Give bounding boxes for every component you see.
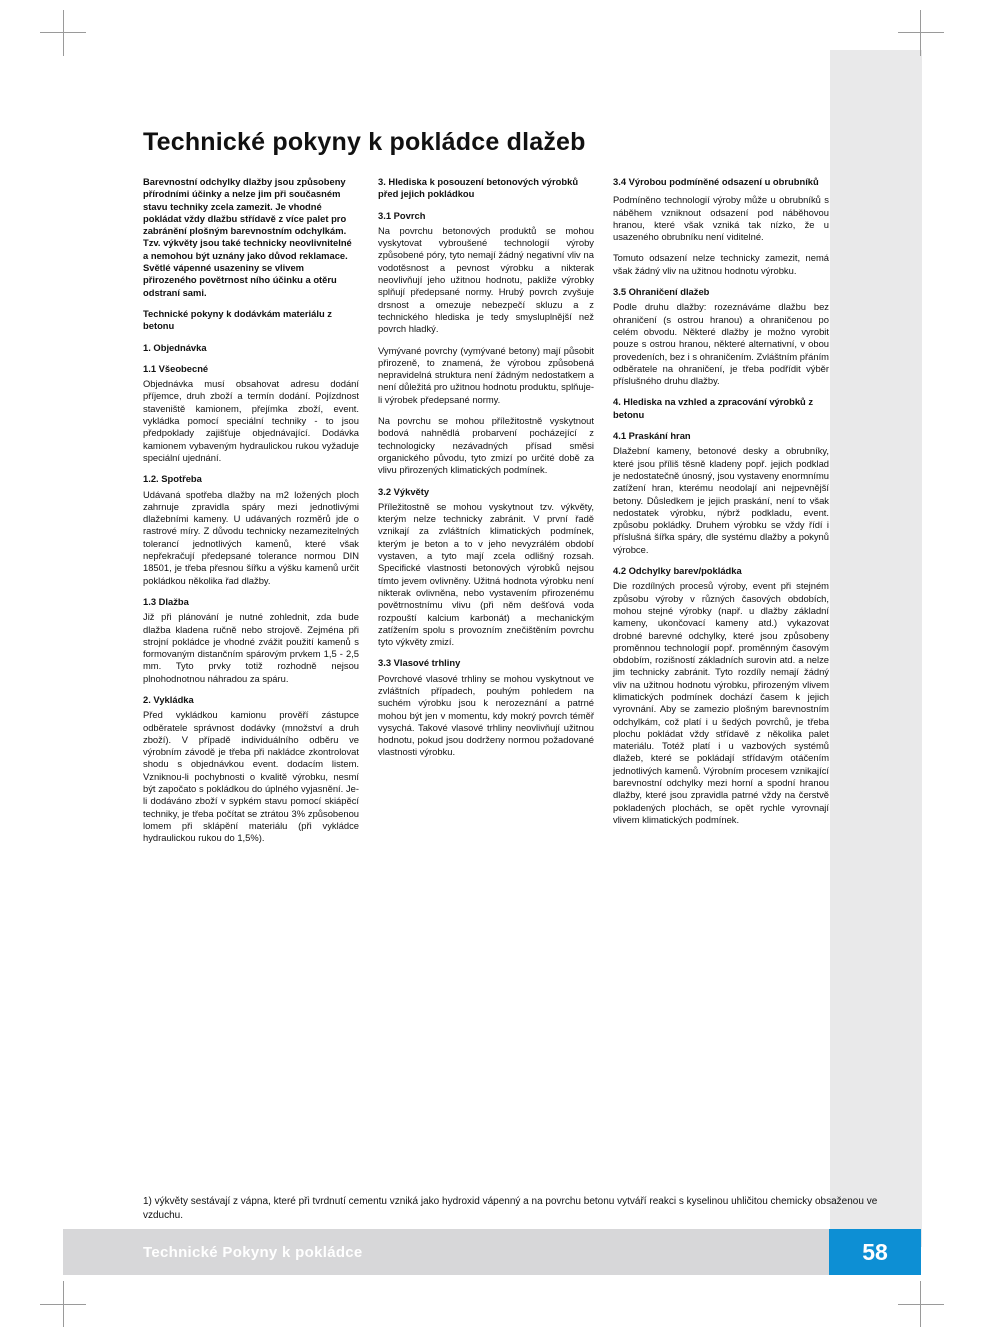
paragraph: Die rozdílných procesů výroby, event při stejném způsobu výroby v různých časových obdobích, mohou stejné výrobky (např. u dlažby základní kameny, ukončovací kameny atd.) vykazovat drobné barevné odchylky, které jsou způsobeny proměnnou technologií popř. proměnným časovým obdobím, rozišností základních surovin atd. a nelze jim technicky zabránit. Tyto rozdíly nemají žádný vliv na užitnou hodnotu výrobku, přirozeným vlivem klimatických podmínek dochází časem k jejich vyrovnání. Aby se zamezio plošným barevnostním odchylkám, což platí i u šedých povrchů, je třeba plochu pokládat vždy střídavě z několika palet materiálu. Totéž platí i u vazbových systémů dlažeb, které se pokládají střídavým otáčením jednotlivých kamenů. Výrobním procesem vznikající barevnostní odchylky mezi horní a spodní hranou dlažby, které jsou zpravidla patrné vždy na čerstvě pokladených plochách, se opět rychle vyrovnají vlivem klimatických podmínek. (613, 580, 829, 825)
paragraph: 3. Hlediska k posouzení betonových výrobků před jejich pokládkou (378, 176, 579, 200)
crop-mark-bottom-left-vertical (63, 1281, 64, 1327)
paragraph: Tomuto odsazení nelze technicky zamezit, nemá však žádný vliv na užitnou hodnotu výrobku. (613, 252, 829, 276)
section-heading: 2. Vykládka (143, 693, 194, 705)
section-heading: 1. Objednávka (143, 341, 207, 353)
footer-page-number-box (829, 1229, 921, 1275)
page-footer (63, 1229, 921, 1275)
footer-label-text: Technické Pokyny k pokládce (143, 1243, 363, 1261)
paragraph: 4. Hlediska na vzhled a zpracování výrobků z betonu (613, 396, 814, 420)
paragraph: Vymývané povrchy (vymývané betony) mají působit přirozeně, to znamená, že výrobou způsobená nepravidelná struktura není žádným nedostatkem a není důležitá pro užitnou hodnotu produktu, splňuje-li výrobek předepsané normy. (378, 344, 594, 405)
section-heading: 3.3 Vlasové trhliny (378, 657, 461, 669)
page-title: Technické pokyny k pokládce dlažeb (143, 128, 586, 156)
section-heading: 1.2. Spotřeba (143, 473, 202, 485)
paragraph: Povrchové vlasové trhliny se mohou vyskytnout ve zvláštních případech, pouhým pohledem na suchém výrobku jsou k nerozeznání a patrné mohou být jen v momentu, kdy mokrý povrch téměř vysychá. Takové vlasové trhliny neovlivňují užitnou hodnotu, pokud jsou dodrženy normou požadované vlastnosti výrobku. (378, 672, 594, 758)
crop-mark-top-left-vertical (63, 10, 64, 56)
paragraph: 3.4 Výrobou podmíněné odsazení u obrubníků (613, 176, 819, 187)
paragraph: Před vykládkou kamionu prověří zástupce odběratele správnost dodávky (množství a druh zboží). V případě individuálního odběru ve výrobním závodě je třeba při nakládce zkontrolovat shodu s objednávkou event. dodacím listem. Vzniknou-li pochybnosti o kvalitě výrobku, nesmí být započato s pokládkou do úplného vyjasnění. Je-li dodáváno zboží v sypkém stavu pomocí skiápěcí techniky, je třeba počítat se ztrátou 3% způsobenou lomem při sklápění materiálu (při vykládce hydraulickou rukou do 1,5%). (143, 709, 359, 844)
crop-mark-top-right-horizontal (898, 32, 944, 33)
section-heading: 4.2 Odchylky barev/pokládka (613, 565, 742, 577)
section-heading: 3.1 Povrch (378, 209, 426, 221)
paragraph: Udávaná spotřeba dlažby na m2 ložených ploch zahrnuje zpravidla spáry mezi jednotlivými dlažebními kameny. U udávaných rozměrů jde o rastrové míry. Z důvodu technicky nezamezitelných tolerancí jednotlivých kamenů, které však nepřekračují předepsané tolerance normou DIN 18501, je třeba přesnou šířku a výšku kamenů určit pokládkou několika řad dlažby. (143, 488, 359, 586)
paragraph: Podle druhu dlažby: rozeznáváme dlažbu bez ohraničení (s ostrou hranou) a ohraničenou po celém obvodu. Některé dlažby je možno vyrobit pouze s ostrou hranou, některé alternativní, v obou provedeních, bez i s ohraničením. Zvláštním přáním odběratele na ohraničení, je třeba podřídit výběr příslušného druhu dlažby. (613, 301, 829, 387)
crop-mark-bottom-right-horizontal (898, 1304, 944, 1305)
text-column-2 (378, 176, 594, 854)
paragraph: Již při plánování je nutné zohlednit, zda bude dlažba kladena ručně nebo strojově. Zejména při strojní pokládce je vhodné zvážit použití kamenů s formovaným distančním spárovým prvkem 1,5 - 2,5 mm. Tyto prvky totiž rozhodně nejsou plnohodnotnou náhradou za spáru. (143, 611, 359, 684)
footer-section-label (63, 1229, 829, 1275)
section-heading: 4.1 Praskání hran (613, 430, 691, 442)
paragraph: Dlažební kameny, betonové desky a obrubníky, které jsou příliš těsně kladeny popř. jejich podklad je nedostatečně únosný, jsou vystaveny enormnímu zatížení hran, kterému neodolají ani nejpevnější betony. Důsledkem je jejich praskání, není to však nedostatek výrobku, nýbrž podkladu, event. způsobu pokládky. Druhem výrobku se vždy řídí i příslušná šířka spáry, dle systému dlažby a pokynů výrobce. (613, 445, 829, 555)
text-columns (143, 176, 915, 854)
text-column-1 (143, 176, 359, 854)
text-column-3 (613, 176, 829, 854)
crop-mark-bottom-right-vertical (920, 1281, 921, 1327)
page-number: 58 (862, 1238, 888, 1265)
paragraph: Na povrchu betonových produktů se mohou vyskytovat vybroušené technologií výroby způsobené póry, tyto nemají žádný negativní vliv na vodotěsnost a pevnost výrobku a nikterak neovlivňují jeho užitnou hodnotu, pakliže výrobky splňují předepsané normy. Hrubý povrch zvyšuje drsnost a omezuje nebezpečí skluzu a z technického hlediska je tedy smysluplnější než povrch hladký. (378, 224, 594, 335)
footnote-item: 1) výkvěty sestávají z vápna, které při tvrdnutí cementu vzniká jako hydroxid vápenný a na povrchu betonu vytváří reakci s kyselinou uhličitou chemicky obsaženou ve vzduchu. (143, 1196, 878, 1221)
paragraph: Na povrchu se mohou příležitostně vyskytnout bodová nahnědlá probarvení pocházející z technologicky nezávadných přísad směsi organického původu, tyto zmizí po určité době za vlivu přirozených klimatických podmínek. (378, 415, 594, 476)
paragraph: Barevnostní odchylky dlažby jsou způsobeny přírodními účinky a nelze jim při současném stavu techniky zcela zamezit. Je vhodné pokládat vždy dlažbu střídavě z více palet pro zabránění plošným barevnostním odchylkám. Tzv. výkvěty jsou také technicky neovlivnitelné a nemohou být uznány jako důvod reklamace. Světlé vápenné usazeniny se vlivem přirozeného povětrnost ního účinku a otěru odstraní sami. (143, 176, 352, 298)
paragraph: Příležitostně se mohou vyskytnout tzv. výkvěty, kterým nelze technicky zabránit. V první řadě vznikají za zvláštních klimatických podmínek, kterým je beton a to v jeho nevyzrálém období vystaven, a tyto mají zcela odlišný rozsah. Specifické vlastnosti betonových výrobků nejsou tímto jevem ovlivněny. Užitná hodnota výrobku není nikterak ovlivněna, nebo vystavením přirozenému povětrnostnímu vlivu (při něm dešťová voda rozpouští kalcium karbonát) a mechanickým zatížením spolu s provozním znečištěním povrchu tyto výkvěty zmizí. (378, 500, 594, 648)
paragraph: Objednávka musí obsahovat adresu dodání příjemce, druh zboží a termín dodání. Pojízdnost staveniště kamionem, přejímka zboží, event. vykládka pomocí speciální techniky - to jsou předpoklady zajišťuje objednávající. Dodávka kamionem vybaveným hydraulickou rukou vyžaduje speciální ujednání. (143, 378, 359, 463)
section-heading: 1.3 Dlažba (143, 595, 189, 607)
crop-mark-top-right-vertical (920, 10, 921, 56)
section-heading: 3.5 Ohraničení dlažeb (613, 286, 710, 298)
paragraph: Podmíněno technologií výroby může u obrubníků s náběhem vzniknout odsazení pod náběhovou hranou, které však vzniká tak nízko, že u usazeného obrubníku není viditelné. (613, 194, 829, 243)
paragraph: Technické pokyny k dodávkám materiálu z betonu (143, 307, 332, 332)
section-heading: 1.1 Všeobecné (143, 362, 209, 374)
section-heading: 3.2 Výkvěty (378, 485, 430, 497)
